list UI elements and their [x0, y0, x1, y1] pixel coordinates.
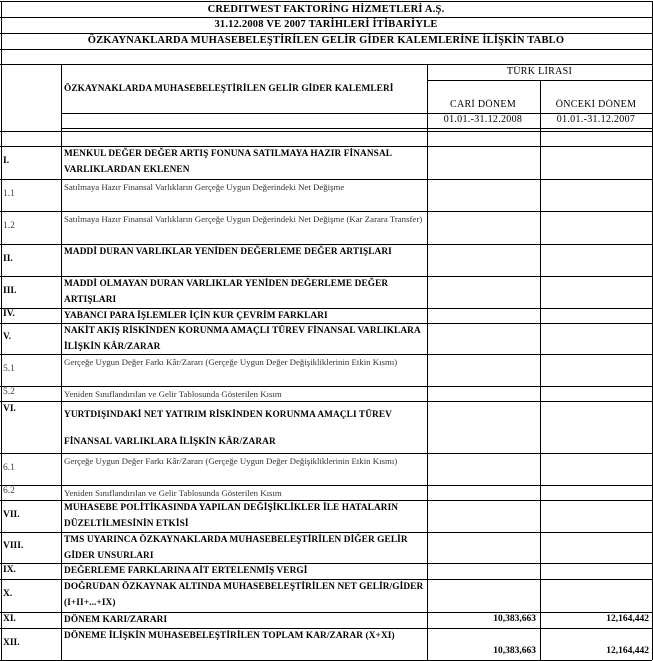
row-number: 1.1	[3, 188, 15, 199]
row-label: MADDİ OLMAYAN DURAN VARLIKLAR YENİDEN DEĞERLEME DEĞER ARTIŞLARI	[64, 279, 389, 305]
grid-line	[0, 49, 652, 50]
table-title: ÖZKAYNAKLARDA MUHASEBELEŞTİRİLEN GELİR GİDER KALEMLERİNE İLİŞKİN TABLO	[87, 35, 565, 46]
row-number: 1.2	[3, 221, 15, 231]
row-label: Yeniden Sınıflandırılan ve Gelir Tablosunda Gösterilen Kısım	[64, 488, 282, 498]
row-label: Satılmaya Hazır Finansal Varlıkların Gerçeğe Uygun Değerindeki Net Değişme	[64, 182, 345, 192]
grid-line	[0, 485, 652, 486]
row-number: XI.	[3, 613, 16, 624]
grid-line	[0, 211, 652, 212]
row-label: DEĞERLEME FARKLARINA AİT ERTELENMİŞ VERGİ	[64, 566, 308, 576]
current-period-value: 10,383,663	[493, 614, 536, 624]
grid-line	[0, 563, 652, 564]
grid-line	[427, 64, 428, 660]
currency-header: TÜRK LİRASI	[506, 66, 573, 77]
grid-line	[0, 323, 652, 324]
row-number: IV.	[3, 309, 15, 319]
row-label: YABANCI PARA İŞLEMLER İÇİN KUR ÇEVRİM FARKLARI	[64, 311, 328, 321]
row-number: 5.2	[3, 387, 15, 397]
row-label: TMS UYARINCA ÖZKAYNAKLARDA MUHASEBELEŞTİRİLEN DİĞER GELİR GİDER UNSURLARI	[64, 535, 408, 561]
row-number: XII.	[3, 637, 20, 648]
row-label: MADDİ DURAN VARLIKLAR YENİDEN DEĞERLEME DEĞER ARTIŞLARI	[64, 247, 392, 257]
row-number: VI.	[3, 404, 16, 414]
row-number: VII.	[3, 509, 20, 520]
grid-line	[540, 80, 541, 660]
grid-line	[0, 354, 652, 355]
current-period-value: 10,383,663	[493, 646, 536, 656]
grid-line	[0, 276, 652, 277]
grid-line	[0, 532, 652, 533]
row-number: III.	[3, 285, 17, 296]
grid-line	[62, 128, 652, 129]
grid-line	[0, 500, 652, 501]
row-label: DOĞRUDAN ÖZKAYNAK ALTINDA MUHASEBELEŞTİRİLEN NET GELİR/GİDER (I+II+...+IX)	[64, 582, 424, 608]
row-number: I.	[3, 156, 10, 166]
row-label: DÖNEME İLİŞKİN MUHASEBELEŞTİRİLEN TOPLAM KAR/ZARAR (X+XI)	[64, 631, 395, 641]
date-line: 31.12.2008 VE 2007 TARİHLERİ İTİBARİYLE	[214, 19, 438, 30]
prior-period-header: ÖNCEKİ DÖNEM	[555, 99, 637, 110]
grid-line	[0, 386, 652, 387]
row-number: 6.2	[3, 486, 15, 496]
grid-line	[0, 579, 652, 580]
grid-line	[0, 612, 652, 613]
row-label: NAKİT AKIŞ RİSKİNDEN KORUNMA AMAÇLI TÜREV FİNANSAL VARLIKLARA İLİŞKİN KÂR/ZARAR	[64, 326, 421, 352]
row-number: II.	[3, 253, 13, 264]
grid-line	[0, 179, 652, 180]
row-number: X.	[3, 589, 13, 599]
row-number: IX.	[3, 564, 16, 575]
row-label: DÖNEM KARI/ZARARI	[64, 615, 168, 625]
row-label: YURTDIŞINDAKİ NET YATIRIM RİSKİNDEN KORUNMA AMAÇLI TÜREV FİNANSAL VARLIKLARA İLİŞKİN KÂR/ZARAR	[64, 410, 392, 447]
current-period-range: 01.01.-31.12.2008	[443, 114, 523, 125]
grid-line	[0, 401, 652, 402]
grid-line	[1, 1, 2, 660]
grid-line	[0, 628, 652, 629]
grid-line	[0, 33, 652, 34]
grid-line	[0, 146, 652, 147]
grid-line	[62, 113, 652, 114]
prior-period-value: 12,164,442	[606, 614, 649, 624]
grid-line	[0, 64, 652, 65]
item-column-header: ÖZKAYNAKLARDA MUHASEBELEŞTİRİLEN GELİR GİDER KALEMLERİ	[64, 84, 394, 94]
prior-period-value: 12,164,442	[606, 646, 649, 656]
grid-line	[0, 1, 652, 2]
row-number: 6.1	[3, 462, 15, 473]
grid-line	[0, 17, 652, 18]
grid-line	[0, 308, 652, 309]
row-label: Gerçeğe Uygun Değer Farkı Kâr/Zararı (Gerçeğe Uygun Değer Değişikliklerinin Etkin Kısmı)	[64, 357, 398, 367]
row-label: MENKUL DEĞER DEĞER ARTIŞ FONUNA SATILMAYA HAZIR FİNANSAL VARLIKLARDAN EKLENEN	[64, 149, 392, 175]
grid-line	[0, 131, 652, 132]
row-label: Yeniden Sınıflandırılan ve Gelir Tablosunda Gösterilen Kısım	[64, 389, 282, 399]
grid-line	[0, 453, 652, 454]
company-name: CREDITWEST FAKTORİNG HİZMETLERİ A.Ş.	[207, 4, 445, 15]
current-period-header: CARİ DÖNEM	[449, 99, 517, 110]
grid-line	[0, 244, 652, 245]
row-number: V.	[3, 332, 12, 342]
row-label: MUHASEBE POLİTİKASINDA YAPILAN DEĞİŞİKLİKLER İLE HATALARIN DÜZELTİLMESİNİN ETKİSİ	[64, 503, 399, 529]
row-label: Gerçeğe Uygun Değer Farkı Kâr/Zararı (Gerçeğe Uygun Değer Değişikliklerinin Etkin Kısmı)	[64, 456, 398, 466]
row-number: VIII.	[3, 541, 24, 551]
grid-line	[61, 64, 62, 660]
prior-period-range: 01.01.-31.12.2007	[556, 114, 636, 125]
row-label: Satılmaya Hazır Finansal Varlıkların Gerçeğe Uygun Değerindeki Net Değişme (Kar Zarara Transfer)	[64, 214, 423, 224]
row-number: 5.1	[3, 363, 15, 374]
